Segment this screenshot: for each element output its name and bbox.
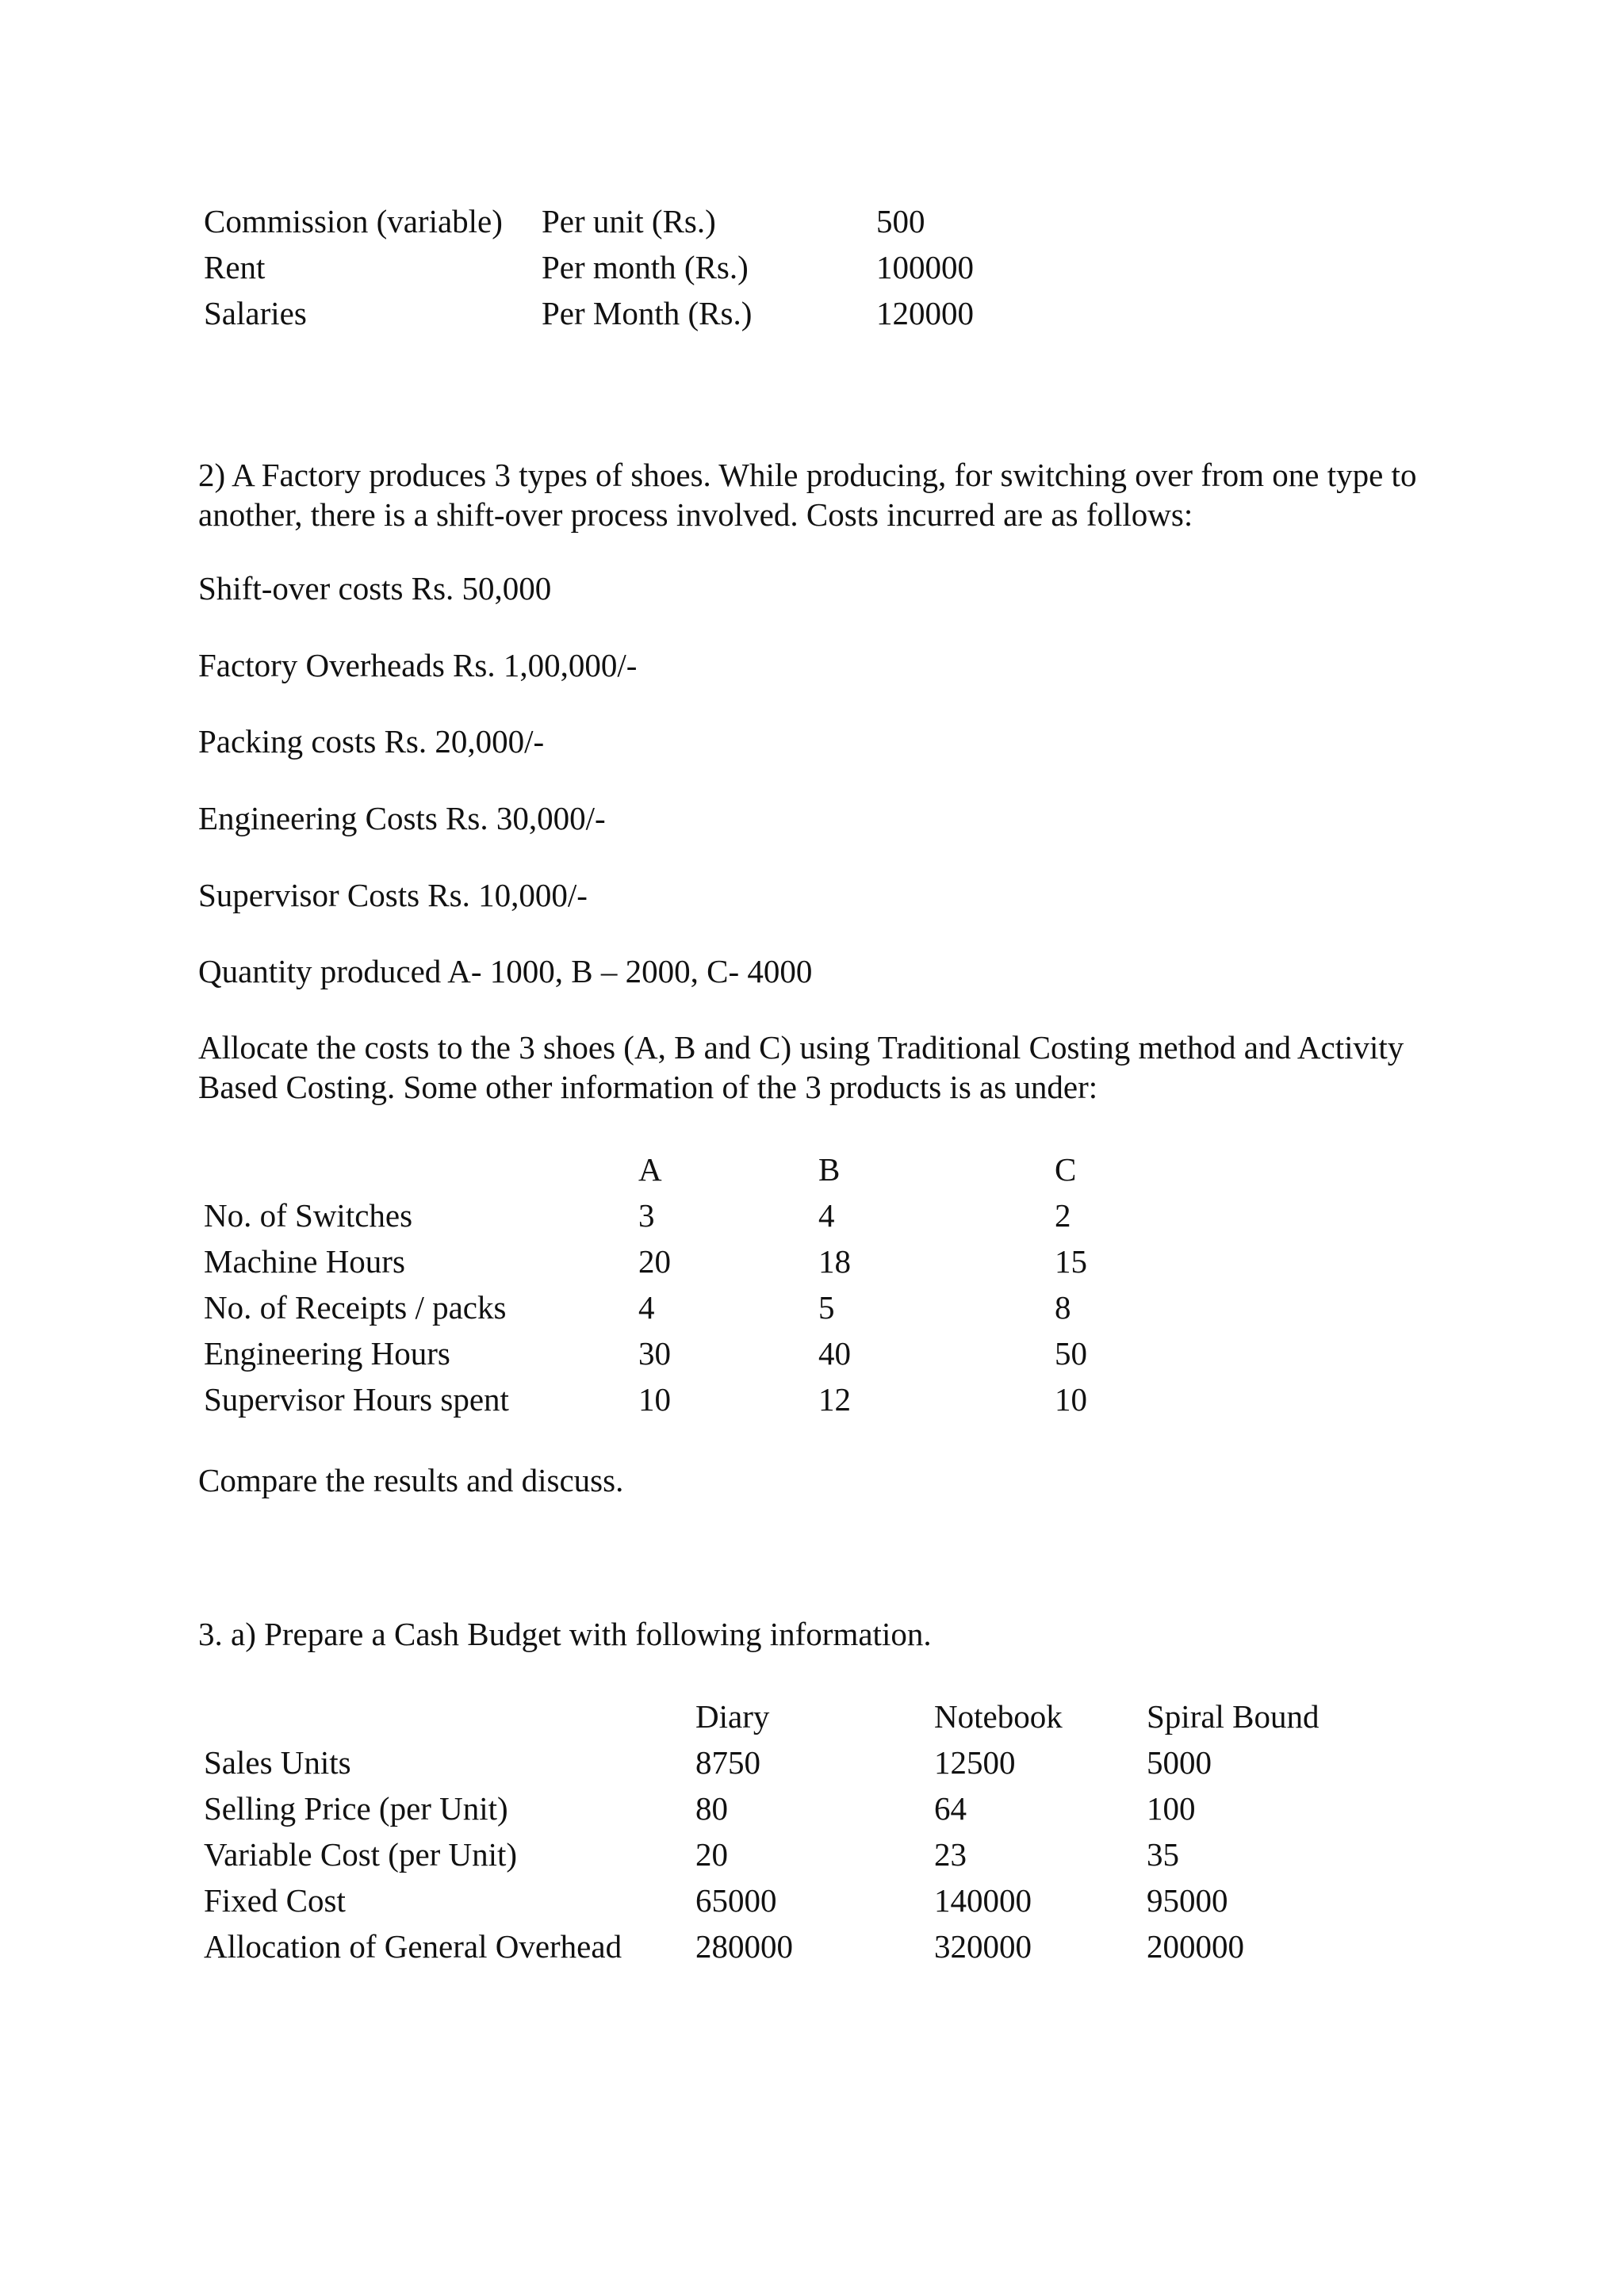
table-cell: 23 [934,1836,967,1873]
row-label: Variable Cost (per Unit) [204,1836,518,1873]
table-row [0,1238,1624,1284]
table-row [0,1785,1624,1831]
table-cell: 65000 [695,1882,777,1919]
table-cell: Salaries [204,295,307,331]
row-label: Machine Hours [204,1243,405,1280]
table-row [0,244,1624,290]
q2-allocate-line-1: Allocate the costs to the 3 shoes (A, B and C) using Traditional Costing method and Activity [198,1029,1404,1066]
table-cell: 100 [1147,1790,1196,1827]
table-cell: Rent [204,249,266,285]
table-cell: 3 [638,1197,655,1234]
row-label: Fixed Cost [204,1882,346,1919]
row-label: No. of Switches [204,1197,413,1234]
table-cell: 120000 [876,295,974,331]
table-row [0,1284,1624,1330]
table-row [0,290,1624,336]
table-row [0,1376,1624,1422]
table-cell: 20 [695,1836,728,1873]
table-cell: 20 [638,1243,671,1280]
q2-packing-costs: Packing costs Rs. 20,000/- [198,723,545,760]
row-label: Allocation of General Overhead [204,1928,622,1965]
q2-intro-line-2: another, there is a shift-over process involved. Costs incurred are as follows: [198,496,1193,533]
table-cell: 10 [1055,1381,1087,1418]
table-cell: 140000 [934,1882,1032,1919]
table-cell: 80 [695,1790,728,1827]
table-cell: 10 [638,1381,671,1418]
table-row [0,1330,1624,1376]
column-header: Diary [695,1698,770,1735]
table-cell: Commission (variable) [204,203,503,239]
q2-closing: Compare the results and discuss. [198,1462,624,1498]
table-cell: 50 [1055,1335,1087,1372]
table-cell: 12 [818,1381,851,1418]
table-cell: 2 [1055,1197,1071,1234]
q2-factory-overheads: Factory Overheads Rs. 1,00,000/- [198,647,638,683]
q2-quantity-produced: Quantity produced A- 1000, B – 2000, C- 4000 [198,953,813,989]
column-header: Notebook [934,1698,1063,1735]
table-cell: 35 [1147,1836,1179,1873]
table-cell: 100000 [876,249,974,285]
q2-shift-over-cost: Shift-over costs Rs. 50,000 [198,570,552,607]
table-row [0,198,1624,244]
table-cell: 4 [638,1289,655,1326]
column-header: C [1055,1151,1077,1188]
q2-allocate-line-2: Based Costing. Some other information of the 3 products is as under: [198,1069,1098,1105]
row-label: Supervisor Hours spent [204,1381,509,1418]
table-cell: Per unit (Rs.) [542,203,716,239]
table-cell: 5 [818,1289,835,1326]
column-header: B [818,1151,841,1188]
table-cell: 8 [1055,1289,1071,1326]
table-cell: 5000 [1147,1744,1212,1781]
column-header: Spiral Bound [1147,1698,1320,1735]
table-cell: 320000 [934,1928,1032,1965]
table-header-row [0,1146,1624,1192]
q2-engineering-costs: Engineering Costs Rs. 30,000/- [198,800,606,836]
q3-intro: 3. a) Prepare a Cash Budget with following information. [198,1616,932,1652]
table-cell: 15 [1055,1243,1087,1280]
table-cell: 280000 [695,1928,793,1965]
table-cell: 95000 [1147,1882,1228,1919]
q2-intro-line-1: 2) A Factory produces 3 types of shoes. While producing, for switching over from one type to [198,457,1417,493]
table-row [0,1923,1624,1969]
table-cell: Per month (Rs.) [542,249,749,285]
table-header-row [0,1693,1624,1739]
row-label: No. of Receipts / packs [204,1289,507,1326]
table-row [0,1739,1624,1785]
table-cell: 30 [638,1335,671,1372]
table-row [0,1192,1624,1238]
row-label: Selling Price (per Unit) [204,1790,508,1827]
table-row [0,1831,1624,1877]
row-label: Engineering Hours [204,1335,450,1372]
q2-supervisor-costs: Supervisor Costs Rs. 10,000/- [198,877,588,913]
table-cell: 12500 [934,1744,1016,1781]
table-cell: 18 [818,1243,851,1280]
table-cell: 64 [934,1790,967,1827]
row-label: Sales Units [204,1744,351,1781]
table-cell: 500 [876,203,925,239]
table-cell: 4 [818,1197,835,1234]
table-row [0,1877,1624,1923]
table-cell: Per Month (Rs.) [542,295,753,331]
table-cell: 200000 [1147,1928,1244,1965]
table-cell: 8750 [695,1744,760,1781]
table-cell: 40 [818,1335,851,1372]
column-header: A [638,1151,662,1188]
